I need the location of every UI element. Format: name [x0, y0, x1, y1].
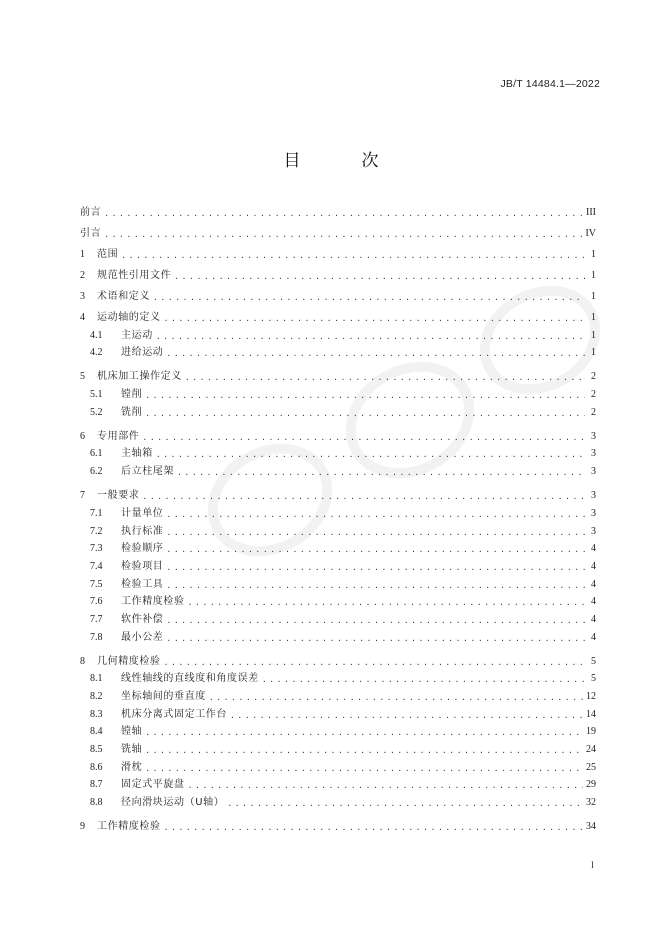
toc-entry-label: 主轴箱	[121, 448, 153, 460]
toc-entry-label: 固定式平旋盘	[121, 779, 185, 791]
toc-entry[interactable]	[80, 482, 596, 503]
toc-entry[interactable]	[80, 283, 596, 304]
toc-entry[interactable]	[80, 722, 596, 740]
toc-entry-number: 6	[80, 430, 85, 442]
toc-entry-page: 4	[591, 543, 596, 555]
toc-entry-page: 1	[591, 291, 596, 302]
toc-entry-number: 6.1	[90, 448, 103, 460]
toc-entry-label: 滑枕	[121, 761, 143, 773]
toc-entry-page: 4	[591, 578, 596, 590]
toc-entry-page: 3	[591, 466, 596, 478]
toc-entry-page: 2	[591, 371, 596, 383]
toc-entry[interactable]	[80, 648, 596, 669]
standard-code: JB/T 14484.1—2022	[500, 78, 600, 90]
toc-entry[interactable]	[80, 402, 596, 420]
toc-entry-number: 8.1	[90, 673, 103, 685]
toc-entry-number: 8.8	[90, 797, 103, 809]
toc-entry-number: 8	[80, 655, 85, 667]
toc-entry[interactable]	[80, 686, 596, 704]
toc-entry-label: 软件补偿	[121, 613, 164, 625]
toc-entry[interactable]	[80, 775, 596, 793]
toc-entry-page: 14	[586, 708, 596, 720]
toc-entry[interactable]	[80, 304, 596, 325]
toc-dot-leader	[164, 657, 585, 669]
toc-entry-number: 5	[80, 371, 85, 383]
toc-entry-number: 9	[80, 821, 85, 833]
toc-entry-number: 8.3	[90, 708, 103, 720]
toc-entry-number: 7.2	[90, 525, 103, 537]
toc-entry-page: 19	[586, 726, 596, 738]
toc-entry[interactable]	[80, 363, 596, 384]
toc-entry-label: 术语和定义	[97, 291, 150, 302]
toc-entry[interactable]	[80, 262, 596, 283]
toc-dot-leader	[262, 674, 585, 686]
toc-entry[interactable]	[80, 325, 596, 343]
toc-entry-page: 5	[591, 655, 596, 667]
toc-entry-label: 线性轴线的直线度和角度误差	[121, 673, 259, 685]
toc-entry[interactable]	[80, 757, 596, 775]
toc-entry-page: 3	[591, 448, 596, 460]
toc-entry[interactable]	[80, 521, 596, 539]
toc-entry-number: 2	[80, 270, 85, 281]
toc-entry-page: 12	[586, 691, 596, 702]
toc-entry[interactable]	[80, 669, 596, 687]
toc-entry-number: 7.1	[90, 507, 103, 519]
toc-entry-label: 前言	[80, 207, 102, 218]
toc-entry-number: 7.7	[90, 613, 103, 625]
toc-dot-leader	[166, 527, 585, 539]
toc-entry-page: 29	[586, 779, 596, 791]
toc-dot-leader	[188, 597, 585, 609]
toc-entry[interactable]	[80, 539, 596, 557]
toc-entry-label: 机床加工操作定义	[97, 371, 182, 383]
toc-entry[interactable]	[80, 813, 596, 834]
toc-dot-leader	[177, 467, 585, 479]
toc-entry-label: 后立柱尾架	[121, 466, 174, 478]
toc-entry-page: 1	[591, 329, 596, 341]
toc-entry-number: 7.5	[90, 578, 103, 590]
toc-entry-number: 7.6	[90, 596, 103, 608]
toc-dot-leader	[145, 745, 583, 757]
toc-entry-number: 8.5	[90, 744, 103, 756]
toc-dot-leader	[164, 822, 583, 834]
toc-entry-page: 32	[586, 797, 596, 809]
toc-entry[interactable]	[80, 592, 596, 610]
toc-entry-page: 1	[591, 347, 596, 359]
toc-entry-number: 7.8	[90, 631, 103, 643]
toc-entry-number: 8.2	[90, 691, 103, 702]
toc-entry-label: 范围	[97, 249, 119, 260]
toc-dot-leader	[166, 348, 585, 360]
toc-dot-leader	[166, 580, 585, 592]
toc-entry-number: 1	[80, 249, 85, 260]
toc-entry-label: 运动轴的定义	[97, 312, 161, 323]
toc-entry-label: 机床分离式固定工作台	[121, 708, 227, 720]
toc-dot-leader	[188, 780, 583, 792]
toc-entry-label: 计量单位	[121, 507, 164, 519]
toc-dot-leader	[145, 408, 585, 420]
toc-entry-page: 4	[591, 613, 596, 625]
toc-entry[interactable]	[80, 423, 596, 444]
toc-entry[interactable]	[80, 343, 596, 361]
toc-entry-label: 坐标轴间的垂直度	[121, 691, 206, 702]
toc-entry-page: 1	[591, 249, 596, 260]
toc-dot-leader	[104, 229, 582, 241]
toc-dot-leader	[142, 491, 585, 503]
toc-entry-number: 5.1	[90, 389, 103, 401]
toc-entry-number: 7.4	[90, 560, 103, 572]
toc-entry-number: 8.6	[90, 761, 103, 773]
toc-entry-page: 3	[591, 490, 596, 502]
toc-dot-leader	[174, 271, 585, 283]
toc-entry-label: 主运动	[121, 329, 153, 341]
page-number: I	[591, 860, 594, 870]
toc-entry-page: III	[586, 207, 596, 218]
toc-entry-label: 铣削	[121, 406, 143, 418]
toc-dot-leader	[164, 313, 585, 325]
toc-dot-leader	[209, 692, 583, 704]
table-of-contents	[80, 199, 596, 834]
toc-entry-page: 2	[591, 406, 596, 418]
toc-entry-page: 1	[591, 312, 596, 323]
toc-entry-label: 最小公差	[121, 631, 164, 643]
toc-entry[interactable]	[80, 241, 596, 262]
toc-entry-label: 专用部件	[97, 430, 140, 442]
toc-entry-number: 7	[80, 490, 85, 502]
toc-dot-leader	[185, 372, 585, 384]
toc-dot-leader	[230, 710, 583, 722]
toc-entry-label: 径向滑块运动（U轴）	[121, 797, 225, 809]
toc-entry-label: 工作精度检验	[121, 596, 185, 608]
toc-entry[interactable]	[80, 739, 596, 757]
toc-entry-number: 3	[80, 291, 85, 302]
toc-entry[interactable]	[80, 704, 596, 722]
toc-entry-page: 34	[586, 821, 596, 833]
toc-dot-leader	[153, 292, 585, 304]
toc-entry-number: 8.4	[90, 726, 103, 738]
toc-entry-label: 检验项目	[121, 560, 164, 572]
toc-dot-leader	[145, 763, 583, 775]
toc-entry-page: 2	[591, 389, 596, 401]
toc-entry[interactable]	[80, 574, 596, 592]
toc-entry-page: 24	[586, 744, 596, 756]
toc-entry[interactable]	[80, 503, 596, 521]
toc-dot-leader	[145, 727, 583, 739]
toc-dot-leader	[142, 432, 585, 444]
toc-entry[interactable]	[80, 461, 596, 479]
toc-entry-page: 3	[591, 507, 596, 519]
toc-entry-label: 检验顺序	[121, 543, 164, 555]
toc-entry-number: 4.1	[90, 329, 103, 341]
toc-entry-page: 1	[591, 270, 596, 281]
toc-entry[interactable]	[80, 199, 596, 220]
toc-entry-number: 5.2	[90, 406, 103, 418]
toc-dot-leader	[121, 250, 585, 262]
toc-dot-leader	[156, 331, 585, 343]
toc-entry-label: 铣轴	[121, 744, 143, 756]
toc-entry-page: 25	[586, 761, 596, 773]
toc-entry-number: 7.3	[90, 543, 103, 555]
toc-entry-label: 规范性引用文件	[97, 270, 172, 281]
page-title: 目 次	[283, 151, 401, 171]
toc-dot-leader	[156, 449, 585, 461]
toc-entry-page: 5	[591, 673, 596, 685]
toc-dot-leader	[104, 208, 583, 220]
toc-dot-leader	[227, 798, 583, 810]
toc-entry-page: 4	[591, 631, 596, 643]
toc-dot-leader	[166, 562, 585, 574]
toc-entry-page: IV	[585, 228, 596, 239]
toc-entry-label: 检验工具	[121, 578, 164, 590]
toc-entry[interactable]	[80, 220, 596, 241]
toc-dot-leader	[166, 509, 585, 521]
toc-entry-page: 3	[591, 525, 596, 537]
toc-entry-label: 进给运动	[121, 347, 164, 359]
toc-entry-page: 4	[591, 596, 596, 608]
toc-dot-leader	[166, 615, 585, 627]
toc-dot-leader	[166, 633, 585, 645]
toc-entry-number: 4	[80, 312, 85, 323]
toc-entry[interactable]	[80, 444, 596, 462]
toc-entry[interactable]	[80, 627, 596, 645]
toc-dot-leader	[145, 390, 585, 402]
toc-entry[interactable]	[80, 556, 596, 574]
toc-entry-label: 工作精度检验	[97, 821, 161, 833]
toc-entry-number: 4.2	[90, 347, 103, 359]
toc-entry-label: 几何精度检验	[97, 655, 161, 667]
toc-entry-label: 执行标准	[121, 525, 164, 537]
toc-entry-number: 8.7	[90, 779, 103, 791]
toc-entry[interactable]	[80, 792, 596, 810]
toc-entry-label: 镗轴	[121, 726, 143, 738]
toc-entry-label: 镗削	[121, 389, 143, 401]
toc-entry-number: 6.2	[90, 466, 103, 478]
toc-entry-page: 4	[591, 560, 596, 572]
toc-entry[interactable]	[80, 384, 596, 402]
toc-entry-label: 一般要求	[97, 490, 140, 502]
toc-dot-leader	[166, 544, 585, 556]
toc-entry[interactable]	[80, 609, 596, 627]
toc-entry-page: 3	[591, 430, 596, 442]
toc-entry-label: 引言	[80, 228, 102, 239]
